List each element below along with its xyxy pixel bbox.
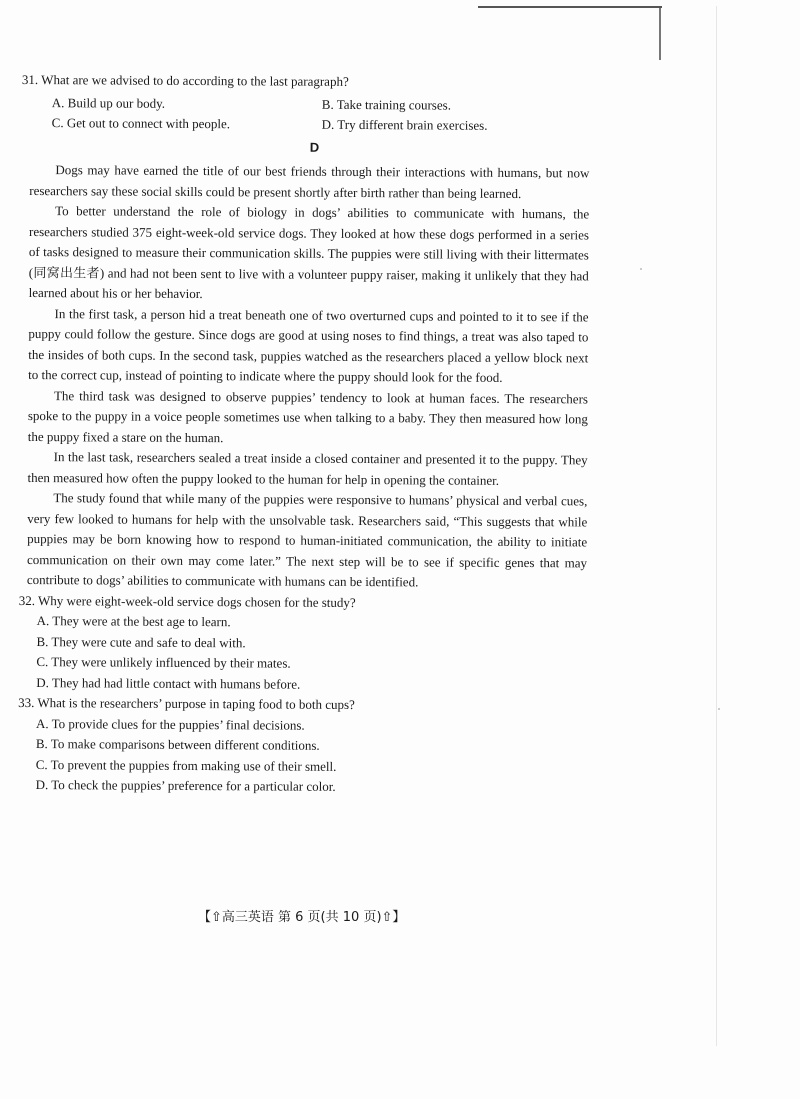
section-heading: D xyxy=(309,139,320,155)
option-grid xyxy=(22,92,590,136)
passage-paragraph: The study found that while many of the puppies were responsive to humans’ physical and verbal cues, very few looked to humans for help with the unsolvable task. Researchers said, “This suggests that while puppies may be born knowing how to respond to human-initiated communication, the ability to initiate communication on their own may come later.” The next step will be to see if specific genes that may contribute to dogs’ abilities to communicate with humans can be identified. xyxy=(26,490,588,590)
option-a: A. Build up our body. xyxy=(51,94,166,111)
page-content xyxy=(18,70,590,799)
option-a: A. To provide clues for the puppies’ final decisions. xyxy=(35,715,305,733)
option-c: C. Get out to connect with people. xyxy=(51,115,231,132)
scan-speck xyxy=(718,708,720,710)
option-list xyxy=(18,713,586,798)
option-c: C. They were unlikely influenced by their mates. xyxy=(36,654,291,671)
question-stem: 31. What are we advised to do according to the last paragraph? xyxy=(21,71,349,89)
passage-paragraph: The third task was designed to observe puppies’ tendency to look at human faces. The researchers spoke to the puppy in a voice people sometimes use when talking to a baby. They then measured how long the puppy fixed a stare on the human. xyxy=(27,387,589,445)
scan-edge-line xyxy=(478,6,662,8)
passage-paragraph: In the last task, researchers sealed a treat inside a closed container and presented it to the puppy. They then measured how often the puppy looked to the human for help in opening the container. xyxy=(27,449,588,488)
question-stem: 33. What is the researchers’ purpose in taping food to both cups? xyxy=(18,694,355,712)
scan-edge-line xyxy=(659,8,661,60)
scan-speck xyxy=(640,268,642,270)
scan-edge-line xyxy=(716,6,717,1046)
page-footer: 【⇧高三英语 第 6 页(共 10 页)⇧】 xyxy=(198,910,406,925)
question-32 xyxy=(18,590,587,696)
passage-paragraph: To better understand the role of biology in dogs’ abilities to communicate with humans, the researchers studied 375 eight-week-old service dogs. They looked at how these dogs performed in a series of tasks designed to measure their communication skills. The puppies were still living with their littermates (同窝出生者) and had not been sent to live with a volunteer puppy raiser, making it unlikely that they had learned about his or her behavior. xyxy=(28,203,590,302)
passage-paragraph: Dogs may have earned the title of our best friends through their interactions with humans, but now researchers say these social skills could be present shortly after birth rather than being learned. xyxy=(29,162,590,201)
option-b: B. To make comparisons between different conditions. xyxy=(35,736,320,753)
option-a: A. They were at the best age to learn. xyxy=(36,613,231,630)
option-c: C. To prevent the puppies from making use of their smell. xyxy=(35,756,337,774)
option-d: D. Try different brain exercises. xyxy=(321,116,488,133)
question-33 xyxy=(18,693,587,799)
option-b: B. Take training courses. xyxy=(321,96,452,113)
option-d: D. They had had little contact with humans before. xyxy=(36,674,301,692)
option-list xyxy=(18,611,586,696)
passage-paragraph: In the first task, a person hid a treat beneath one of two overturned cups and pointed to it to see if the puppy could follow the gesture. Since dogs are good at using noses to find things, a treat was also taped to the insides of both cups. In the second task, puppies watched as the researchers placed a yellow block next to the correct cup, instead of pointing to indicate where the puppy should look for the food. xyxy=(28,305,589,385)
question-31 xyxy=(22,70,590,137)
reading-passage xyxy=(27,160,590,594)
option-d: D. To check the puppies’ preference for a particular color. xyxy=(35,777,336,794)
option-b: B. They were cute and safe to deal with. xyxy=(36,633,246,650)
question-stem: 32. Why were eight-week-old service dogs chosen for the study? xyxy=(18,592,356,610)
